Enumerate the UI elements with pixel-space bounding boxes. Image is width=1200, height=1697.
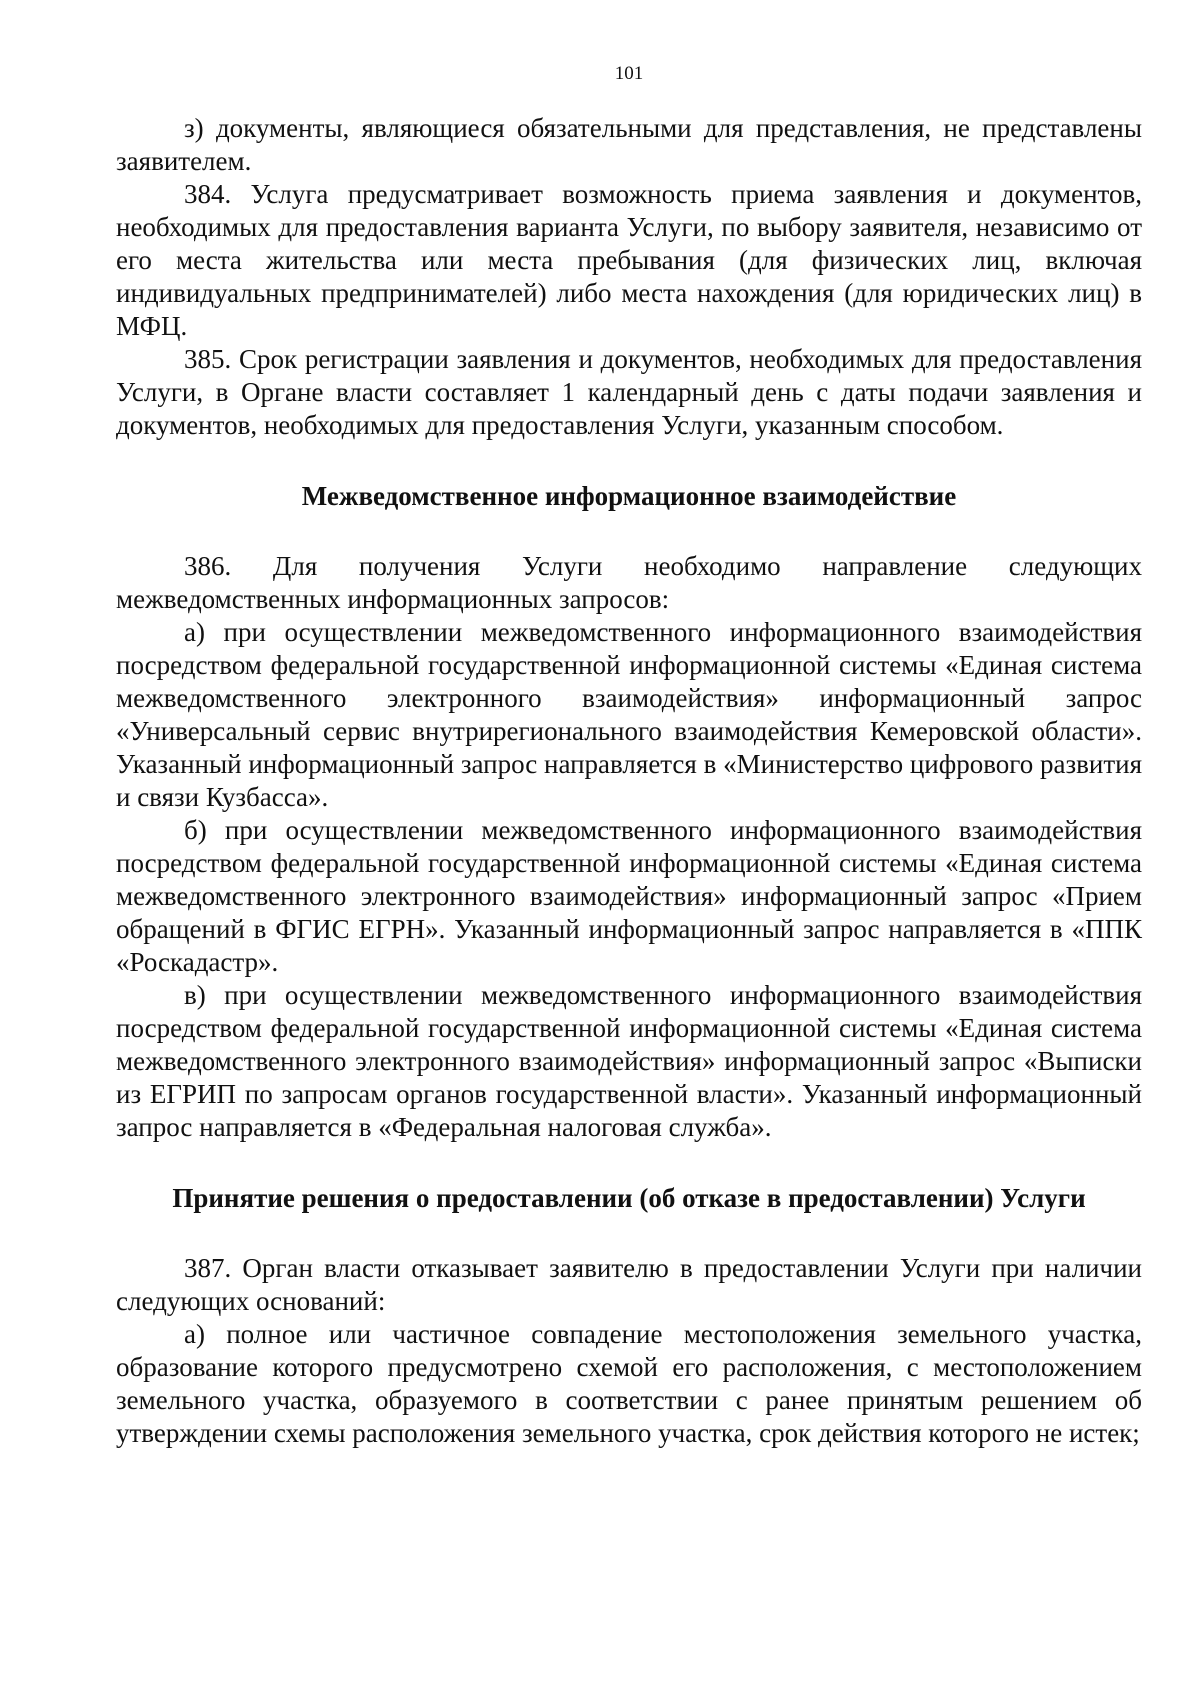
section-heading-interagency: Межведомственное информационное взаимодействие [301,481,957,511]
paragraph-386-a: а) при осуществлении межведомственного информационного взаимодействия посредством федеральной государственной информационной системы «Единая система межведомственного электронного взаимодействия» информационный запрос «Универсальный сервис внутрирегионального взаимодействия Кемеровской области». Указанный информационный запрос направляется в «Министерство цифрового развития и связи Кузбасса». [116,617,1142,812]
paragraph-386: 386. Для получения Услуги необходимо направление следующих межведомственных информационных запросов: [116,551,1142,614]
paragraph-384: 384. Услуга предусматривает возможность приема заявления и документов, необходимых для предоставления варианта Услуги, по выбору заявителя, независимо от его места жительства или места пребывания (для физических лиц, включая индивидуальных предпринимателей) либо места нахождения (для юридических лиц) в МФЦ. [116,179,1142,341]
paragraph-386-b: б) при осуществлении межведомственного информационного взаимодействия посредством федеральной государственной информационной системы «Единая система межведомственного электронного взаимодействия» информационный запрос «Прием обращений в ФГИС ЕГРН». Указанный информационный запрос направляется в «ППК «Роскадастр». [116,815,1142,977]
paragraph-387-a: а) полное или частичное совпадение местоположения земельного участка, образование которого предусмотрено схемой его расположения, с местоположением земельного участка, образуемого в соответствии с ранее принятым решением об утверждении схемы расположения земельного участка, срок действия которого не истек; [116,1319,1142,1448]
section-heading-decision: Принятие решения о предоставлении (об отказе в предоставлении) Услуги [172,1183,1086,1213]
document-page [116,62,1142,1450]
page-number: 101 [614,63,644,84]
paragraph-387: 387. Орган власти отказывает заявителю в предоставлении Услуги при наличии следующих оснований: [116,1253,1142,1316]
paragraph-item-z: з) документы, являющиеся обязательными для представления, не представлены заявителем. [116,113,1142,176]
paragraph-385: 385. Срок регистрации заявления и документов, необходимых для предоставления Услуги, в Органе власти составляет 1 календарный день с даты подачи заявления и документов, необходимых для предоставления Услуги, указанным способом. [116,344,1142,440]
paragraph-386-v: в) при осуществлении межведомственного информационного взаимодействия посредством федеральной государственной информационной системы «Единая система межведомственного электронного взаимодействия» информационный запрос «Выписки из ЕГРИП по запросам органов государственной власти». Указанный информационный запрос направляется в «Федеральная налоговая служба». [116,980,1142,1142]
